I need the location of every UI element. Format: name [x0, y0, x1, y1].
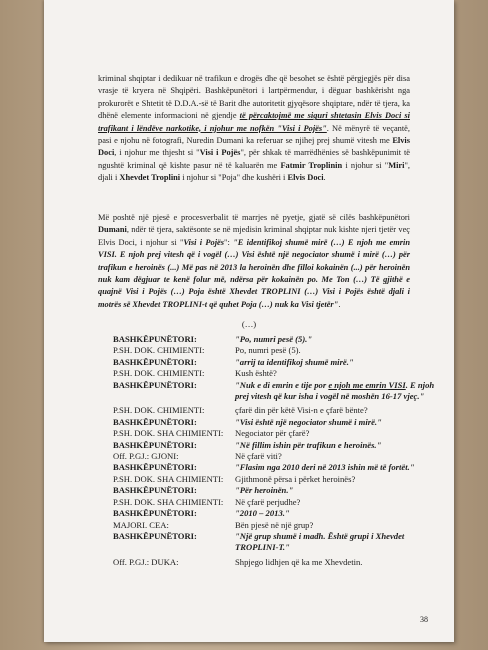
speaker: P.SH. DOK. CHIMIENTI: — [113, 345, 205, 356]
speaker: BASHKËPUNËTORI: — [113, 485, 197, 496]
interrogation-transcript — [113, 334, 443, 568]
speaker: BASHKËPUNËTORI: — [113, 462, 197, 473]
statement: "Po, numri pesë (5)." — [235, 334, 313, 344]
page-number: 38 — [420, 615, 428, 624]
transcript-line — [113, 531, 443, 554]
speaker: BASHKËPUNËTORI: — [113, 416, 197, 427]
transcript-line — [113, 440, 443, 451]
transcript-line — [113, 417, 443, 428]
statement: Shpjego lidhjen që ka me Xhevdetin. — [235, 556, 363, 567]
speaker: P.SH. DOK. SHA CHIMIENTI: — [113, 428, 224, 439]
speaker: BASHKËPUNËTORI: — [113, 508, 197, 519]
statement: Bën pjesë në një grup? — [235, 519, 314, 530]
statement: Gjithmonë përsa i përket heroinës? — [235, 473, 356, 484]
transcript-line — [113, 428, 443, 439]
omission-marker: (…) — [241, 319, 257, 329]
statement: Negociator për çfarë? — [235, 428, 310, 439]
transcript-line — [113, 357, 443, 368]
transcript-line — [113, 451, 443, 462]
statement: Po, numri pesë (5). — [235, 345, 301, 356]
speaker: MAJORI. CEA: — [113, 519, 169, 530]
speaker: BASHKËPUNËTORI: — [113, 356, 197, 367]
statement: "Nuk e di emrin e tije por e njoh me emrin VISI. E njoh prej vitesh që kur isha i vogël në moshën 16-17 vjeç." — [235, 379, 435, 402]
paragraph-intro: kriminal shqiptar i dedikuar në trafikun e drogës dhe që besohet se është përgjegjës për disa vrasje të kryera në Shqipëri. Bashkëpunëtori i lartpërmendur, i dëguar bashkërisht nga prokurorët e Shtetit të D.D.A.-së të Barit dhe autoritetit gjyqësore shqiptare, ndër të tjera, ka dhënë elemente informacioni në gjendje të përcaktojmë me siguri shtetasin Elvis Doci si trafikant i lëndëve narkotike, i njohur me nofkën "Visi i Pojës". Në mënyrë të veçantë, pasi e njohu në fotografi, Nuredin Dumani ka referuar se njihej prej shumë vitesh me Elvis Doci, i njohur me thjesht si "Visi i Pojës", për shkak të marrëdhënies së bashkëpunimit të ngushtë kriminal që kishte pasur në të kaluarën me Fatmir Troplinin i njohur si "Miri", djali i Xhevdet Troplini i njohur si "Poja" dhe kushëri i Elvis Doci. — [98, 74, 411, 183]
statement: "Në fillim ishin për trafikun e heroinës." — [235, 439, 382, 450]
speaker: Off. P.GJ.: DUKA: — [113, 556, 179, 567]
speaker: P.SH. DOK. CHIMIENTI: — [113, 405, 205, 416]
document-page — [44, 0, 454, 642]
transcript-line — [113, 368, 443, 379]
transcript-line — [113, 520, 443, 531]
transcript-line — [113, 474, 443, 485]
statement: Në çfarë perjudhe? — [235, 496, 301, 507]
transcript-line — [113, 485, 443, 496]
transcript-line — [113, 405, 443, 416]
statement: "2010 – 2013." — [235, 508, 290, 519]
transcript-line — [113, 334, 443, 345]
transcript-line — [113, 557, 443, 568]
statement: çfarë din për këtë Visi-n e çfarë bënte? — [235, 405, 368, 416]
paragraph-testimony: Më poshtë një pjesë e procesverbalit të marrjes në pyetje, gjatë së cilës bashkëpunëtori Dumani, ndër të tjera, saktësonte se në mjedisin kriminal shqiptar nuk kishte njeri tjetër veç Elvis Doci, i njohur si "Visi i Pojës": "E identifikoj shumë mirë (…) E njoh me emrin VISI. E njoh prej vitesh që i vogël (…) Visi është një negociator shumë i mirë (…) për trafikun e heroinës (...) Më pas në 2013 la heroinën dhe filloi kokainën (...) për heroinën nuk kam dëgjuar te kenë folur më, ndërsa për kokainën po. Me Ton (…) Të gjithë e quajnë Visi i Pojës (…) Poja është Xhevdet TROPLINI (…) Visi i Pojës është djali i motrës së Xhevdet TROPLINI-t që quhet Poja (…) nuk ka Visi tjetër". — [98, 213, 410, 309]
speaker: BASHKËPUNËTORI: — [113, 379, 197, 390]
speaker: P.SH. DOK. CHIMIENTI: — [113, 368, 205, 379]
statement: "Visi është një negociator shumë i mirë." — [235, 416, 382, 427]
transcript-line — [113, 380, 443, 403]
speaker: P.SH. DOK. SHA CHIMIENTI: — [113, 496, 224, 507]
transcript-line — [113, 508, 443, 519]
statement: "arrij ta identifikoj shumë mirë." — [235, 356, 354, 367]
transcript-line — [113, 497, 443, 508]
speaker: Off. P.GJ.: GJONI: — [113, 451, 179, 462]
speaker: BASHKËPUNËTORI: — [113, 530, 197, 541]
speaker: BASHKËPUNËTORI: — [113, 334, 197, 344]
speaker: BASHKËPUNËTORI: — [113, 439, 197, 450]
transcript-line — [113, 462, 443, 473]
speaker: P.SH. DOK. SHA CHIMIENTI: — [113, 473, 224, 484]
statement: Kush është? — [235, 368, 277, 379]
statement: "Një grup shumë i madh. Është grupi i Xhevdet TROPLINI-T." — [235, 530, 405, 553]
statement: "Flasim nga 2010 deri në 2013 ishin më të fortët." — [235, 462, 415, 473]
statement: Në çfarë viti? — [235, 451, 282, 462]
statement: "Për heroinën." — [235, 485, 294, 496]
transcript-line — [113, 345, 443, 356]
